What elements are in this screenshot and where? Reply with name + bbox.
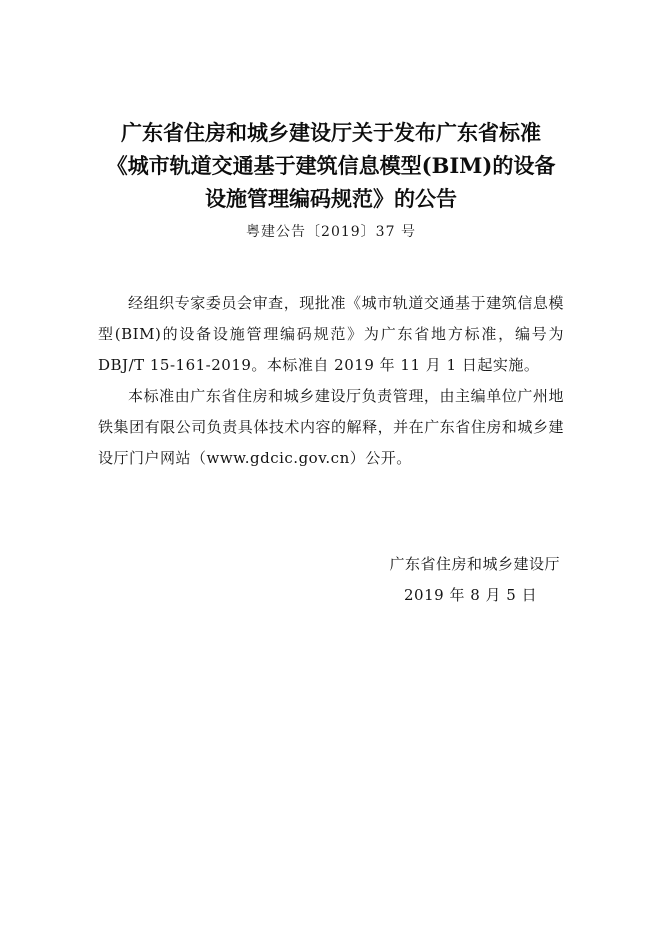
announcement-body	[98, 288, 564, 474]
announcement-title	[80, 116, 582, 215]
issue-date: 2019 年 8 月 5 日	[404, 586, 538, 604]
document-number: 粤建公告〔2019〕37 号	[246, 224, 416, 240]
body-paragraph-2: 本标准由广东省住房和城乡建设厅负责管理，由主编单位广州地铁集团有限公司负责具体技术内容的解释，并在广东省住房和城乡建设厅门户网站（www.gdcic.gov.cn）公开。	[98, 387, 564, 467]
title-line-2: 《城市轨道交通基于建筑信息模型(BIM)的设备	[106, 153, 556, 178]
title-line-1: 广东省住房和城乡建设厅关于发布广东省标准	[121, 120, 541, 145]
title-line-3: 设施管理编码规范》的公告	[205, 186, 457, 211]
body-paragraph-1: 经组织专家委员会审查，现批准《城市轨道交通基于建筑信息模型(BIM)的设备设施管理编码规范》为广东省地方标准，编号为 DBJ/T 15-161-2019。本标准自 2019 年 11 月 1 日起实施。	[98, 294, 564, 374]
issuer-signature: 广东省住房和城乡建设厅	[389, 555, 560, 573]
